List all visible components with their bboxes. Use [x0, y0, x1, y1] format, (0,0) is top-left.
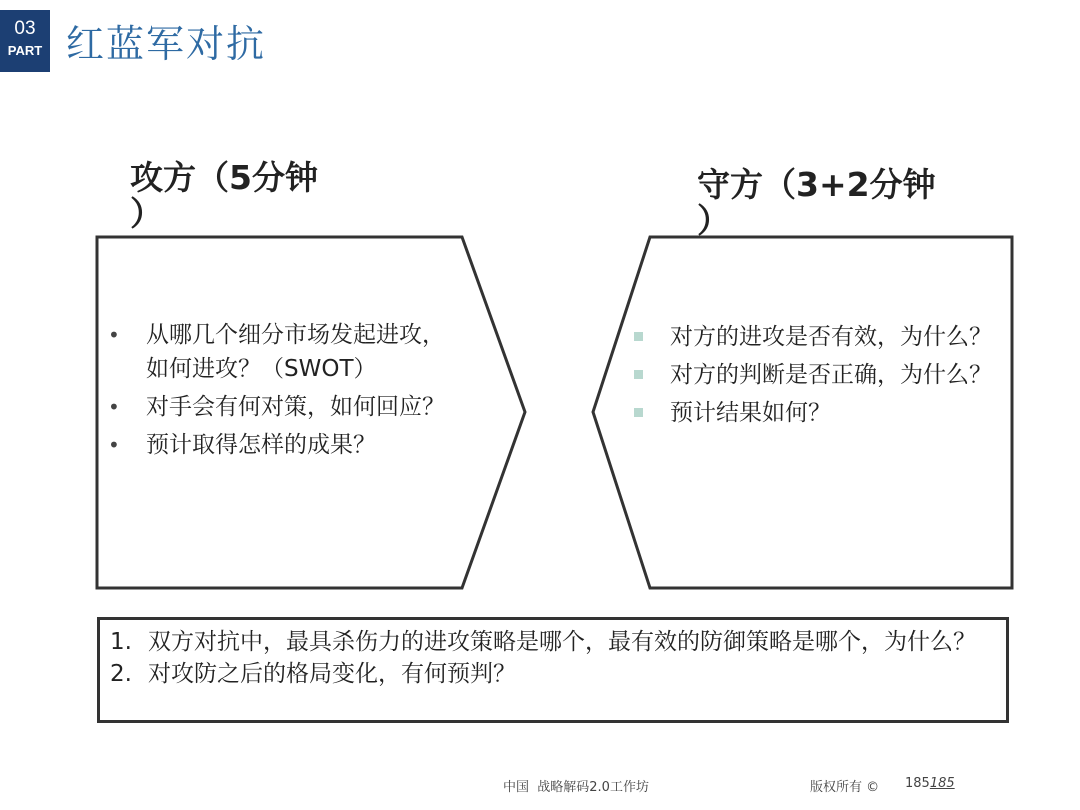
- bullet-dot-icon: •: [108, 395, 120, 419]
- question-text: 对攻防之后的格局变化，有何预判？: [148, 661, 516, 687]
- page-prefix: 185: [905, 776, 930, 791]
- attack-item-text: 预计取得怎样的成果？: [146, 432, 376, 458]
- attack-title: 攻方（5分钟 ）: [130, 158, 318, 233]
- bullet-square-icon: [634, 370, 643, 379]
- list-item: [632, 358, 997, 392]
- footer-page: [905, 776, 955, 791]
- defense-title: 守方（3+2分钟 ）: [697, 165, 936, 240]
- question-index: 2.: [110, 661, 132, 687]
- footer-copyright: 版权所有 ©: [810, 780, 880, 795]
- list-item: [108, 318, 453, 386]
- attack-item-text: 对手会有何对策，如何回应？: [146, 394, 445, 420]
- list-item: [110, 658, 996, 690]
- question-text: 双方对抗中，最具杀伤力的进攻策略是哪个，最有效的防御策略是哪个，为什么？: [148, 629, 976, 655]
- questions-list: [110, 626, 996, 690]
- bullet-dot-icon: •: [108, 433, 120, 457]
- bullet-square-icon: [634, 332, 643, 341]
- discussion-questions-box: [97, 617, 1009, 723]
- attack-item-text: 从哪几个细分市场发起进攻，如何进攻？（SWOT）: [146, 322, 445, 382]
- bullet-square-icon: [634, 408, 643, 417]
- slide-title: 红蓝军对抗: [66, 22, 267, 66]
- footer-organization: 中国 战略解码2.0工作坊: [503, 780, 649, 795]
- defense-bullet-list: [632, 320, 997, 434]
- list-item: [110, 626, 996, 658]
- page-number: 185: [929, 776, 955, 791]
- list-item: [632, 396, 997, 430]
- bullet-dot-icon: •: [108, 323, 120, 347]
- list-item: [108, 428, 453, 462]
- defense-item-text: 预计结果如何？: [670, 400, 831, 426]
- defense-item-text: 对方的进攻是否有效，为什么？: [670, 324, 992, 350]
- list-item: [108, 390, 453, 424]
- list-item: [632, 320, 997, 354]
- question-index: 1.: [110, 629, 132, 655]
- defense-item-text: 对方的判断是否正确，为什么？: [670, 362, 992, 388]
- attack-bullet-list: [108, 318, 453, 466]
- section-part-label: PART: [7, 43, 43, 58]
- section-number: 03: [14, 18, 36, 39]
